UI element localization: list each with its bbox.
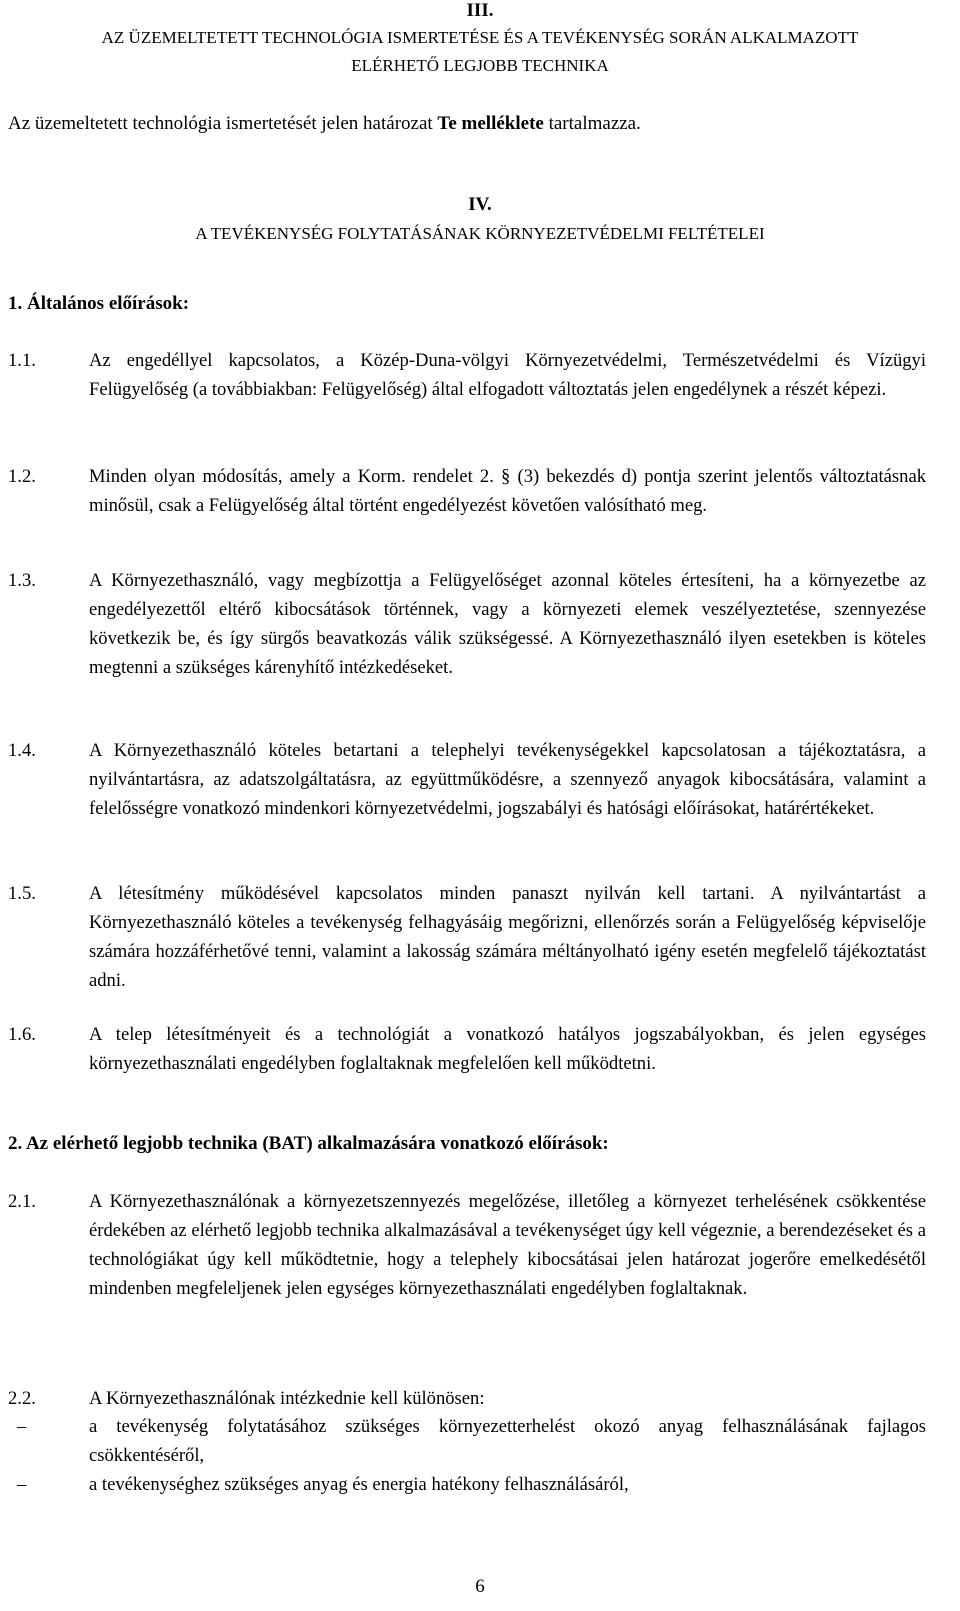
list-item-text: a tevékenység folytatásához szükséges környezetterhelést okozó anyag felhasználásának fajlagos csökkentéséről, [89, 1416, 926, 1466]
paragraph-1-5 [8, 879, 926, 995]
paragraph-1-3 [8, 566, 926, 682]
section-3-title-line1: AZ ÜZEMELTETETT TECHNOLÓGIA ISMERTETÉSE ÉS A TEVÉKENYSÉG SORÁN ALKALMAZOTT [101, 28, 859, 47]
paragraph-number: 1.5. [8, 883, 36, 904]
section-3-intro [8, 109, 940, 138]
intro-text-before: Az üzemeltetett technológia ismertetését jelen határozat [8, 113, 438, 134]
section-3-title [0, 24, 960, 80]
paragraph-number: 1.6. [8, 1024, 36, 1045]
section-4-title: A TEVÉKENYSÉG FOLYTATÁSÁNAK KÖRNYEZETVÉDELMI FELTÉTELEI [195, 224, 765, 243]
paragraph-text: A telep létesítményeit és a technológiát a vonatkozó hatályos jogszabályokban, és jelen egységes környezethasználati engedélyben foglaltaknak megfelelően kell működtetni. [89, 1024, 926, 1074]
section-3-title-line2: ELÉRHETŐ LEGJOBB TECHNIKA [351, 56, 609, 75]
paragraph-2-2 [8, 1384, 926, 1413]
intro-text-after: tartalmazza. [543, 113, 641, 134]
paragraph-number: 2.1. [8, 1191, 36, 1212]
paragraph-1-4 [8, 736, 926, 823]
dash-bullet: – [17, 1416, 27, 1437]
section-4-number: IV. [468, 194, 492, 215]
paragraph-text: A Környezethasználónak a környezetszennyezés megelőzése, illetőleg a környezet terhelésének csökkentése érdekében az elérhető legjobb technika alkalmazásával a tevékenységet úgy kell végeznie, a berendezéseket és a technológiákat úgy kell működtetnie, hogy a telephely kibocsátásai jelen határozat jogerőre emelkedésétől mindenben megfeleljenek jelen egységes környezethasználati engedélyben foglaltaknak. [89, 1191, 926, 1299]
bullet-list [17, 1412, 926, 1499]
paragraph-1-6 [8, 1020, 926, 1078]
list-item [17, 1412, 926, 1470]
paragraph-number: 1.4. [8, 740, 36, 761]
paragraph-2-1 [8, 1187, 926, 1303]
intro-text-bold: Te melléklete [437, 113, 544, 134]
list-item [17, 1470, 926, 1499]
section-3-number: III. [466, 0, 494, 21]
list-item-text: a tevékenységhez szükséges anyag és energia hatékony felhasználásáról, [89, 1474, 629, 1495]
paragraph-number: 1.2. [8, 466, 36, 487]
paragraph-text: A Környezethasználónak intézkednie kell különösen: [89, 1388, 485, 1409]
paragraph-text: A Környezethasználó, vagy megbízottja a Felügyelőséget azonnal köteles értesíteni, ha a környezetbe az engedélyezettől eltérő kibocsátások történnek, vagy a környezeti elemek veszélyeztetése, szennyezése következik be, és így sürgős beavatkozás válik szükségessé. A Környezethasználó ilyen esetekben is köteles megtenni a szükséges kárenyhítő intézkedéseket. [89, 570, 926, 678]
paragraph-text: A Környezethasználó köteles betartani a telephelyi tevékenységekkel kapcsolatosan a tájékoztatásra, a nyilvántartásra, az adatszolgáltatásra, az együttműködésre, a szennyező anyagok kibocsátására, valamint a felelősségre vonatkozó mindenkori környezetvédelmi, jogszabályi és hatósági előírásokat, határértékeket. [89, 740, 926, 819]
paragraph-1-1 [8, 346, 926, 404]
paragraph-number: 1.1. [8, 350, 36, 371]
paragraph-1-2 [8, 462, 926, 520]
paragraph-text: A létesítmény működésével kapcsolatos minden panaszt nyilván kell tartani. A nyilvántartást a Környezethasználó köteles a tevékenység felhagyásáig megőrizni, ellenőrzés során a Felügyelőség képviselője számára hozzáférhetővé tenni, valamint a lakosság számára méltányolható igény esetén megfelelő tájékoztatást adni. [89, 883, 926, 991]
heading-bat-rules: 2. Az elérhető legjobb technika (BAT) alkalmazására vonatkozó előírások: [8, 1133, 609, 1154]
paragraph-text: Minden olyan módosítás, amely a Korm. rendelet 2. § (3) bekezdés d) pontja szerint jelentős változtatásnak minősül, csak a Felügyelőség által történt engedélyezést követően valósítható meg. [89, 466, 926, 516]
paragraph-text: Az engedéllyel kapcsolatos, a Közép-Duna-völgyi Környezetvédelmi, Természetvédelmi és Vízügyi Felügyelőség (a továbbiakban: Felügyelőség) által elfogadott változtatás jelen engedélynek a részét képezi. [89, 350, 926, 400]
heading-general-rules: 1. Általános előírások: [8, 293, 190, 314]
dash-bullet: – [17, 1474, 27, 1495]
paragraph-number: 1.3. [8, 570, 36, 591]
page-number: 6 [475, 1576, 485, 1597]
paragraph-number: 2.2. [8, 1388, 36, 1409]
